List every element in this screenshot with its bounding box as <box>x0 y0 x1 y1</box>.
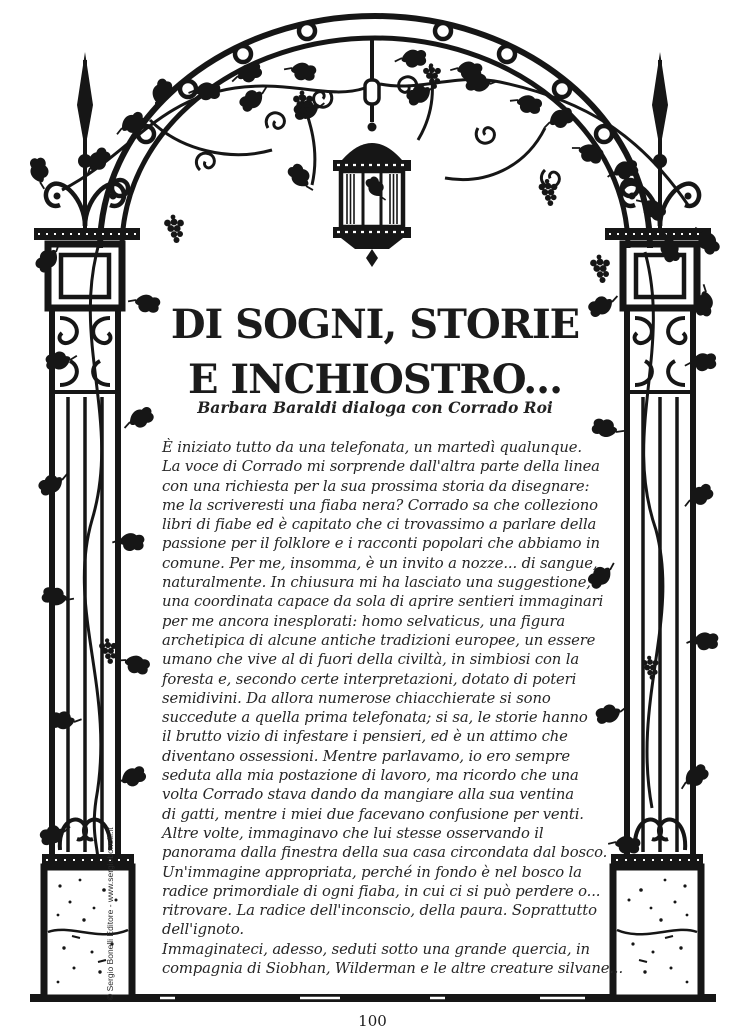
page-title-line-2: E INCHIOSTRO... <box>187 355 563 403</box>
copyright-vertical-text: © Sergio Bonelli Editore - www.sergiobonelli.it <box>105 827 115 1000</box>
body-line: compagnia di Siobhan, Wilderman e le altre creature silvane... <box>162 960 624 978</box>
page-title-line-1: DI SOGNI, STORIE <box>170 300 580 348</box>
body-line: umano che vive al di fuori della civiltà, in simbiosi con la <box>162 651 579 669</box>
body-line: Immaginateci, adesso, seduti sotto una grande quercia, in <box>162 940 590 958</box>
body-line: radice primordiale di ogni fiaba, in cui ci si può perdere o... <box>162 882 601 900</box>
body-line: diventano ossessioni. Mentre parlavamo, io ero sempre <box>162 747 570 765</box>
body-line: Un'immagine appropriata, perché in fondo è nel bosco la <box>162 863 582 881</box>
body-line: per me ancora inesplorati: homo selvaticus, una figura <box>162 612 566 630</box>
body-line: comune. Per me, insomma, è un invito a nozze... di sangue, <box>162 554 598 572</box>
page-title <box>138 297 612 407</box>
page-number: 100 <box>358 1012 387 1030</box>
body-line: foresta e, secondo certe interpretazioni, dotato di poteri <box>162 670 577 688</box>
body-line: Altre volte, immaginavo che lui stesse osservando il <box>162 824 544 842</box>
article-subtitle: Barbara Baraldi dialoga con Corrado Roi <box>197 398 553 417</box>
body-line: con una richiesta per la sua prossima storia da disegnare: <box>162 477 590 495</box>
body-line: passione per il folklore e i racconti popolari che abbiamo in <box>162 535 600 553</box>
body-line: succedute a quella prima telefonata; si sa, le storie hanno <box>162 709 588 727</box>
body-text <box>162 438 624 978</box>
body-line: una coordinata capace da sola di aprire sentieri immaginari <box>162 593 604 611</box>
body-line: semidivini. Da allora numerose chiacchierate si sono <box>162 689 551 707</box>
body-line: seduta alla mia postazione di lavoro, ma ricordo che una <box>162 767 579 785</box>
body-line: archetipica di alcune antiche tradizioni europee, un essere <box>162 631 596 649</box>
body-line: È iniziato tutto da una telefonata, un martedì qualunque. <box>162 439 582 456</box>
body-line: volta Corrado stava dando da mangiare alla sua ventina <box>162 786 574 804</box>
body-line: me la scriveresti una fiaba nera? Corrado sa che colleziono <box>162 496 598 514</box>
body-line: di gatti, mentre i miei due facevano confusione per venti. <box>162 805 584 823</box>
body-line: libri di fiabe ed è capitato che ci trovassimo a parlare della <box>162 516 597 534</box>
body-line: il brutto vizio di infestare i pensieri, ed è un attimo che <box>162 728 568 746</box>
left-pillar-icon <box>34 52 140 998</box>
body-line: ritrovare. La radice dell'inconscio, della paura. Soprattutto <box>162 902 597 920</box>
hanging-lantern-icon <box>333 40 411 267</box>
body-line: naturalmente. In chiusura mi ha lasciato una suggestione, <box>162 574 591 592</box>
body-line: dell'ignoto. <box>162 921 244 939</box>
body-line: La voce di Corrado mi sorprende dall'altra parte della linea <box>162 458 600 476</box>
body-line: panorama dalla finestra della sua casa circondata dal bosco. <box>162 844 608 862</box>
